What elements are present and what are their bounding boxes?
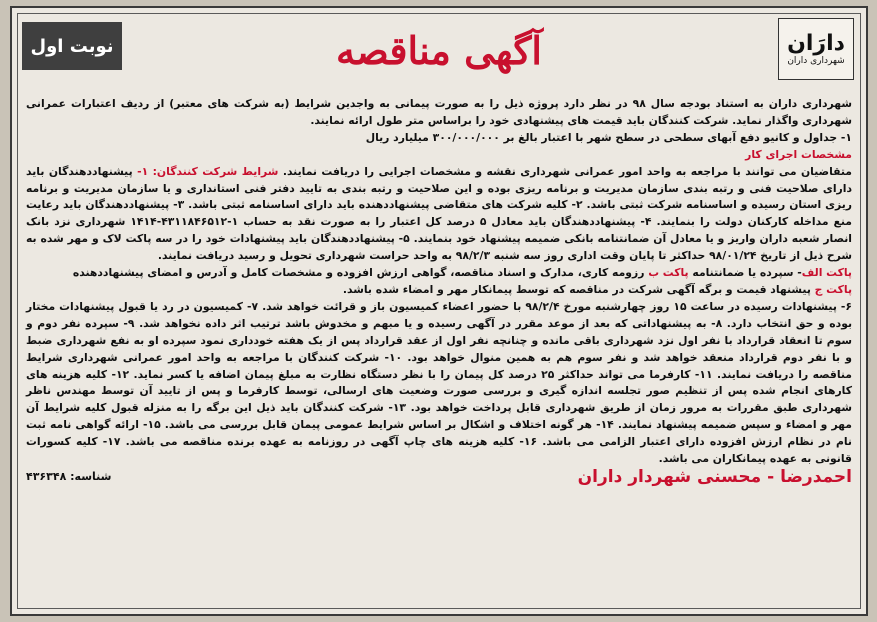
notice-footer xyxy=(26,466,852,487)
condition-14: ۱۴- هر گونه اختلاف و اشکال بر اساس شرایط عمومی پیمان قابل بررسی می باشد. xyxy=(164,418,614,432)
condition-16: ۱۶- کلیه هزینه های چاپ آگهی در روزنامه به عهده برنده مناقصه می باشد. xyxy=(125,435,538,449)
notice-title: آگهی مناقصه xyxy=(336,28,542,73)
condition-10: ۱۰- شرکت کنندگان با مراجعه به واحد امور عمرانی شهرداری شرایط مناقصه را دریافت نمایند. xyxy=(26,350,852,381)
pack-c-text: پیشنهاد قیمت و برگه آگهی شرکت در مناقصه که توسط پیمانکار مهر و امضاء شده باشد. xyxy=(342,282,811,296)
logo-mark: دارَان xyxy=(787,31,845,56)
pack-b-text: رزومه کاری، مدارک و اسناد مناقصه، گواهی ارزش افزوده و مشخصات کامل و آدرس و امضای پیشنهاددهنده xyxy=(72,266,645,280)
condition-13: ۱۳- شرکت کنندگان باید ذیل این برگه را به منزله قبول کلیه شرایط آن مهر و امضاء و سپس ضمیمه پیشنهاد نمایند. xyxy=(26,401,852,432)
pack-b-label: پاکت ب xyxy=(648,266,689,280)
condition-1: پیشنهاددهندگان باید دارای صلاحیت فنی و رتبه بندی سازمان مدیریت و برنامه ریزی بوده و این صلاحیت و رتبه بندی به تایید دفتر فنی استانداری و یا سازمان مدیریت و برنامه ریزی استان رسیده و اساسنامه شرکت ثبتی باشد. xyxy=(26,164,852,212)
spec-heading: مشخصات اجرای کار xyxy=(745,147,852,161)
condition-3: ۳- پیشنهاددهندگان باید رعایت منع مداخله کارکنان دولت را بنمایند. xyxy=(26,198,852,229)
round-badge: نوبت اول xyxy=(22,22,122,70)
conditions-heading: شرایط شرکت کنندگان: ۱- xyxy=(137,164,279,178)
logo-subtitle: شهرداری داران xyxy=(787,56,845,66)
condition-9: ۹- سپرده نفر دوم و سوم تا انعقاد قرارداد با نفر اول نزد شهرداری باقی مانده و چنانچه نفر اول از عقد قرارداد پس از یک هفته خودداری نمود سپرده او به نفع شهرداری ضبط و با نفر دوم قرارداد منعقد خواهد شد و نفر سوم هم به همین منوال خواهد بود. xyxy=(26,316,853,364)
intro-paragraph: شهرداری داران به استناد بودجه سال ۹۸ در نظر دارد پروژه ذیل را به صورت پیمانی به واجدین شرایط (به شرکت های معتبر) از ردیف اعتبارات عمرانی شهرداری واگذار نماید. شرکت کنندگان باید قیمت های پیشنهادی خود را براساس متر طول ارائه نمایند. xyxy=(26,97,852,127)
pack-c-label: پاکت ج xyxy=(814,282,852,296)
project-item: ۱- جداول و کانیو دفع آبهای سطحی در سطح شهر با اعتبار بالغ بر ۳۰۰/۰۰۰/۰۰۰ میلیارد ریال xyxy=(365,130,852,144)
spec-text: متقاضیان می توانند با مراجعه به واحد امور عمرانی شهرداری نقشه و مشخصات اجرایی را دریافت نمایند. xyxy=(282,164,852,178)
condition-6: ۶- پیشنهادات رسیده در ساعت ۱۵ روز چهارشنبه مورخ ۹۸/۲/۴ با حضور اعضاء کمیسیون باز و قرائت خواهد شد. xyxy=(262,299,852,313)
condition-17: ۱۷- کلیه کسورات قانونی به عهده پیمانکاران می باشد. xyxy=(26,435,852,466)
condition-2: ۲- کلیه شرکت های متقاضی پیشنهاددهنده باید دارای اساسنامه ثبتی باشد. xyxy=(188,198,583,212)
notice-body xyxy=(26,96,852,610)
signer-name: احمدرضا - محسنی شهردار داران xyxy=(577,466,852,487)
condition-7: ۷- کمیسیون در رد یا قبول پیشنهادات مختار بوده و حق انتخاب دارد. xyxy=(26,299,853,330)
tender-notice xyxy=(10,6,868,616)
condition-8: ۸- به پیشنهاداتی که بعد از موعد مقرر در آگهی رسیده و یا مبهم و مخدوش باشد ترتیب اثر داده نخواهد شد. xyxy=(139,316,723,330)
notice-id: شناسه: ۴۳۶۳۴۸ xyxy=(26,469,112,483)
condition-15: ۱۵- ارائه گواهی نامه ثبت نام در نظام ارزش افزوده دارای اعتبار الزامی می باشد. xyxy=(26,418,852,449)
pack-a-text: - سپرده یا ضمانتنامه xyxy=(692,266,802,280)
pack-a-label: پاکت الف xyxy=(801,266,852,280)
condition-4: ۴- پیشنهاددهندگان باید معادل ۵ درصد کل اعتبار را به صورت نقد به حساب ۱-۴۳۱۱۸۴۶۵۱۲-۱۴۱۴ شهرداری نزد بانک انصار شعبه داران واریز و یا معادل آن ضمانتنامه بانکی ضمیمه پیشنهاد خود بنمایند. xyxy=(26,215,852,246)
condition-11: ۱۱- کارفرما می تواند حداکثر ۲۵ درصد کل پیمان را با نظر دستگاه نظارت به مبلغ پیمان اضافه یا کسر نماید. xyxy=(133,367,713,381)
condition-5: ۵- پیشنهاددهندگان باید پیشنهادات خود را در سه پاکت لاک و مهر شده به شرح ذیل از تاریخ ۹۸/۰۱/۲۴ حداکثر تا پایان وقت اداری روز سه شنبه ۹۸/۲/۳ به واحد حراست شهرداری تحویل و رسید دریافت نمایند. xyxy=(26,232,852,263)
condition-12: ۱۲- کلیه هزینه های کارهای انجام شده پس از تنظیم صور تجلسه اندازه گیری و بررسی صورت وضعیت های ارسالی، توسط کارفرما و پس از تایید آن توسط مهندس ناظر شهرداری طبق مقررات به مرور زمان از طریق شهرداری قابل پرداخت خواهد بود. xyxy=(26,367,853,415)
